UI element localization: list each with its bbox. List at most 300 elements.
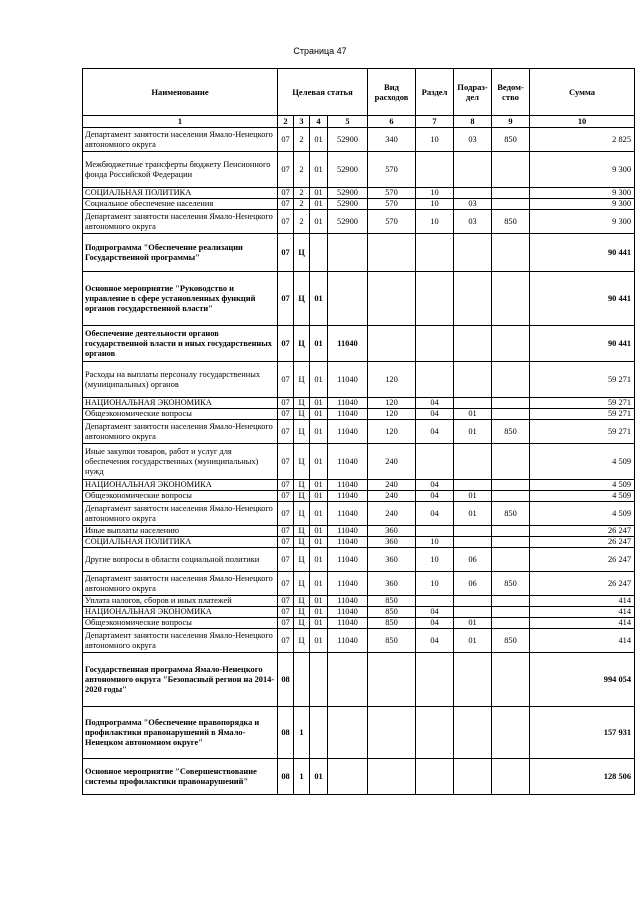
subsection-cell: 03 (454, 199, 492, 210)
row-name: Основное мероприятие "Руководство и управление в сфере установленных функций органов государственной власти" (83, 272, 278, 326)
row-name: Общеэкономические вопросы (83, 491, 278, 502)
subsection-cell (454, 152, 492, 188)
section-cell (416, 152, 454, 188)
target-code-subprogram: Ц (294, 502, 310, 526)
target-code-subprogram: Ц (294, 272, 310, 326)
department-cell (492, 272, 530, 326)
target-code-direction: 52900 (328, 210, 368, 234)
sum-cell: 90 441 (530, 234, 635, 272)
expense-type-cell: 120 (368, 398, 416, 409)
expense-type-cell: 570 (368, 210, 416, 234)
section-cell: 10 (416, 210, 454, 234)
department-cell (492, 362, 530, 398)
department-cell (492, 707, 530, 759)
row-name: Социальное обеспечение населения (83, 199, 278, 210)
row-name: СОЦИАЛЬНАЯ ПОЛИТИКА (83, 537, 278, 548)
target-code-direction: 11040 (328, 629, 368, 653)
target-code-direction (328, 234, 368, 272)
department-cell (492, 537, 530, 548)
section-cell: 10 (416, 537, 454, 548)
row-name: НАЦИОНАЛЬНАЯ ЭКОНОМИКА (83, 480, 278, 491)
section-cell: 10 (416, 548, 454, 572)
target-code-event: 01 (310, 444, 328, 480)
sum-cell: 90 441 (530, 272, 635, 326)
section-cell: 04 (416, 491, 454, 502)
sum-cell: 59 271 (530, 420, 635, 444)
target-code-direction (328, 653, 368, 707)
row-name: Департамент занятости населения Ямало-Ненецкого автономного округа (83, 420, 278, 444)
department-cell: 850 (492, 210, 530, 234)
department-cell: 850 (492, 629, 530, 653)
target-code-event: 01 (310, 629, 328, 653)
table-row (83, 272, 635, 326)
row-name: Другие вопросы в области социальной политики (83, 548, 278, 572)
target-code-program: 08 (278, 653, 294, 707)
column-number: 5 (328, 116, 368, 128)
subsection-cell (454, 596, 492, 607)
expense-type-cell: 240 (368, 491, 416, 502)
section-cell (416, 272, 454, 326)
column-number: 1 (83, 116, 278, 128)
table-row (83, 362, 635, 398)
target-code-subprogram: 2 (294, 199, 310, 210)
target-code-program: 07 (278, 548, 294, 572)
expense-type-cell: 240 (368, 502, 416, 526)
expense-type-cell (368, 272, 416, 326)
expense-type-cell (368, 234, 416, 272)
target-code-subprogram: 1 (294, 759, 310, 795)
row-name: Иные закупки товаров, работ и услуг для обеспечения государственных (муниципальных) нужд (83, 444, 278, 480)
department-cell (492, 596, 530, 607)
department-cell (492, 199, 530, 210)
target-code-subprogram: Ц (294, 234, 310, 272)
subsection-cell (454, 234, 492, 272)
column-number: 4 (310, 116, 328, 128)
table-row (83, 326, 635, 362)
section-cell: 04 (416, 607, 454, 618)
target-code-program: 07 (278, 128, 294, 152)
subsection-cell (454, 272, 492, 326)
expense-type-cell (368, 707, 416, 759)
target-code-subprogram: Ц (294, 480, 310, 491)
sum-cell: 26 247 (530, 548, 635, 572)
subsection-cell (454, 362, 492, 398)
header-name: Наименование (83, 69, 278, 116)
section-cell: 10 (416, 572, 454, 596)
target-code-direction: 11040 (328, 409, 368, 420)
target-code-subprogram: Ц (294, 326, 310, 362)
expense-type-cell: 340 (368, 128, 416, 152)
target-code-event: 01 (310, 537, 328, 548)
table-row (83, 420, 635, 444)
target-code-program: 07 (278, 572, 294, 596)
expense-type-cell: 360 (368, 526, 416, 537)
department-cell (492, 326, 530, 362)
table-row (83, 152, 635, 188)
target-code-event: 01 (310, 199, 328, 210)
row-name: Уплата налогов, сборов и иных платежей (83, 596, 278, 607)
target-code-subprogram: Ц (294, 398, 310, 409)
target-code-subprogram: 2 (294, 188, 310, 199)
row-name: Обеспечение деятельности органов государственной власти и иных государственных органов (83, 326, 278, 362)
table-row (83, 188, 635, 199)
table-row (83, 537, 635, 548)
target-code-subprogram: Ц (294, 607, 310, 618)
sum-cell: 59 271 (530, 362, 635, 398)
section-cell: 10 (416, 188, 454, 199)
target-code-subprogram: Ц (294, 526, 310, 537)
expense-type-cell: 360 (368, 548, 416, 572)
target-code-subprogram: Ц (294, 409, 310, 420)
sum-cell: 994 054 (530, 653, 635, 707)
column-number-row (83, 116, 635, 128)
target-code-program: 07 (278, 596, 294, 607)
subsection-cell (454, 444, 492, 480)
row-name: НАЦИОНАЛЬНАЯ ЭКОНОМИКА (83, 607, 278, 618)
department-cell: 850 (492, 128, 530, 152)
target-code-program: 07 (278, 444, 294, 480)
department-cell (492, 653, 530, 707)
target-code-subprogram: Ц (294, 362, 310, 398)
expense-type-cell: 360 (368, 572, 416, 596)
target-code-event: 01 (310, 572, 328, 596)
subsection-cell: 03 (454, 128, 492, 152)
target-code-program: 07 (278, 409, 294, 420)
row-name: Департамент занятости населения Ямало-Ненецкого автономного округа (83, 502, 278, 526)
target-code-program: 08 (278, 759, 294, 795)
row-name: Общеэкономические вопросы (83, 618, 278, 629)
target-code-program: 07 (278, 537, 294, 548)
target-code-direction: 11040 (328, 398, 368, 409)
target-code-direction: 11040 (328, 537, 368, 548)
target-code-event: 01 (310, 491, 328, 502)
target-code-direction: 11040 (328, 480, 368, 491)
table-row (83, 548, 635, 572)
table-row (83, 618, 635, 629)
subsection-cell: 01 (454, 618, 492, 629)
sum-cell: 26 247 (530, 537, 635, 548)
subsection-cell (454, 188, 492, 199)
expense-type-cell: 120 (368, 420, 416, 444)
target-code-subprogram: 2 (294, 128, 310, 152)
section-cell (416, 234, 454, 272)
target-code-direction: 11040 (328, 526, 368, 537)
subsection-cell: 01 (454, 502, 492, 526)
table-row (83, 653, 635, 707)
target-code-program: 07 (278, 629, 294, 653)
target-code-event: 01 (310, 409, 328, 420)
target-code-event: 01 (310, 398, 328, 409)
target-code-subprogram: Ц (294, 548, 310, 572)
target-code-program: 08 (278, 707, 294, 759)
department-cell: 850 (492, 420, 530, 444)
sum-cell: 128 506 (530, 759, 635, 795)
target-code-subprogram: Ц (294, 572, 310, 596)
row-name: Подпрограмма "Обеспечение правопорядка и профилактики правонарушений в Ямало-Ненецком автономном округе" (83, 707, 278, 759)
target-code-program: 07 (278, 199, 294, 210)
target-code-program: 07 (278, 420, 294, 444)
subsection-cell: 01 (454, 409, 492, 420)
table-row (83, 444, 635, 480)
target-code-subprogram: Ц (294, 444, 310, 480)
subsection-cell (454, 653, 492, 707)
table-row (83, 526, 635, 537)
target-code-subprogram: Ц (294, 420, 310, 444)
row-name: Государственная программа Ямало-Ненецкого автономного округа "Безопасный регион на 2014-2020 годы" (83, 653, 278, 707)
table-row (83, 210, 635, 234)
subsection-cell (454, 759, 492, 795)
target-code-event: 01 (310, 326, 328, 362)
target-code-program: 07 (278, 618, 294, 629)
expense-type-cell (368, 653, 416, 707)
sum-cell: 4 509 (530, 502, 635, 526)
target-code-direction: 11040 (328, 618, 368, 629)
sum-cell: 59 271 (530, 398, 635, 409)
subsection-cell (454, 480, 492, 491)
department-cell (492, 618, 530, 629)
target-code-program: 07 (278, 152, 294, 188)
table-row (83, 759, 635, 795)
row-name: Департамент занятости населения Ямало-Ненецкого автономного округа (83, 572, 278, 596)
target-code-subprogram: Ц (294, 596, 310, 607)
section-cell: 04 (416, 480, 454, 491)
column-number: 8 (454, 116, 492, 128)
target-code-event (310, 653, 328, 707)
target-code-direction (328, 272, 368, 326)
subsection-cell (454, 537, 492, 548)
target-code-program: 07 (278, 234, 294, 272)
target-code-direction: 52900 (328, 199, 368, 210)
table-row (83, 480, 635, 491)
target-code-event: 01 (310, 526, 328, 537)
target-code-subprogram: Ц (294, 629, 310, 653)
row-name: Департамент занятости населения Ямало-Ненецкого автономного округа (83, 629, 278, 653)
target-code-direction: 11040 (328, 362, 368, 398)
target-code-direction: 52900 (328, 152, 368, 188)
target-code-event: 01 (310, 188, 328, 199)
sum-cell: 4 509 (530, 444, 635, 480)
sum-cell: 4 509 (530, 480, 635, 491)
row-name: Департамент занятости населения Ямало-Ненецкого автономного округа (83, 128, 278, 152)
target-code-direction: 11040 (328, 607, 368, 618)
section-cell: 10 (416, 199, 454, 210)
target-code-direction (328, 707, 368, 759)
column-number: 10 (530, 116, 635, 128)
target-code-direction: 11040 (328, 548, 368, 572)
table-row (83, 128, 635, 152)
row-name: Иные выплаты населению (83, 526, 278, 537)
expense-type-cell: 570 (368, 188, 416, 199)
row-name: Расходы на выплаты персоналу государственных (муниципальных) органов (83, 362, 278, 398)
subsection-cell: 01 (454, 629, 492, 653)
section-cell: 04 (416, 409, 454, 420)
target-code-program: 07 (278, 326, 294, 362)
target-code-event: 01 (310, 210, 328, 234)
department-cell (492, 398, 530, 409)
target-code-program: 07 (278, 272, 294, 326)
section-cell (416, 707, 454, 759)
expense-type-cell: 360 (368, 537, 416, 548)
sum-cell: 414 (530, 618, 635, 629)
department-cell (492, 480, 530, 491)
table-row (83, 629, 635, 653)
section-cell: 04 (416, 629, 454, 653)
department-cell (492, 444, 530, 480)
section-cell (416, 759, 454, 795)
target-code-direction: 11040 (328, 444, 368, 480)
section-cell: 10 (416, 128, 454, 152)
target-code-direction (328, 759, 368, 795)
expense-type-cell: 240 (368, 444, 416, 480)
subsection-cell: 03 (454, 210, 492, 234)
table-row (83, 491, 635, 502)
target-code-event: 01 (310, 420, 328, 444)
table-row (83, 607, 635, 618)
row-name: СОЦИАЛЬНАЯ ПОЛИТИКА (83, 188, 278, 199)
expense-type-cell: 850 (368, 607, 416, 618)
table-row (83, 502, 635, 526)
department-cell: 850 (492, 572, 530, 596)
target-code-event (310, 234, 328, 272)
subsection-cell (454, 707, 492, 759)
department-cell: 850 (492, 502, 530, 526)
row-name: Общеэкономические вопросы (83, 409, 278, 420)
target-code-direction: 52900 (328, 128, 368, 152)
subsection-cell: 06 (454, 572, 492, 596)
subsection-cell (454, 607, 492, 618)
expense-type-cell (368, 326, 416, 362)
expense-type-cell (368, 759, 416, 795)
target-code-program: 07 (278, 188, 294, 199)
header-target-article: Целевая статья (278, 69, 368, 116)
section-cell (416, 596, 454, 607)
target-code-program: 07 (278, 502, 294, 526)
table-row (83, 199, 635, 210)
target-code-subprogram: 2 (294, 210, 310, 234)
subsection-cell: 01 (454, 420, 492, 444)
header-sum: Сумма (530, 69, 635, 116)
target-code-direction: 11040 (328, 326, 368, 362)
section-cell: 04 (416, 420, 454, 444)
target-code-program: 07 (278, 526, 294, 537)
table-row (83, 596, 635, 607)
expense-type-cell: 850 (368, 618, 416, 629)
sum-cell: 414 (530, 596, 635, 607)
section-cell: 04 (416, 398, 454, 409)
target-code-event: 01 (310, 618, 328, 629)
sum-cell: 26 247 (530, 572, 635, 596)
target-code-direction: 11040 (328, 502, 368, 526)
section-cell (416, 526, 454, 537)
table-row (83, 707, 635, 759)
sum-cell: 26 247 (530, 526, 635, 537)
header-department: Ведом-ство (492, 69, 530, 116)
header-section: Раздел (416, 69, 454, 116)
subsection-cell (454, 326, 492, 362)
section-cell (416, 362, 454, 398)
target-code-program: 07 (278, 607, 294, 618)
column-number: 2 (278, 116, 294, 128)
target-code-event: 01 (310, 152, 328, 188)
row-name: Межбюджетные трансферты бюджету Пенсионного фонда Российской Федерации (83, 152, 278, 188)
subsection-cell (454, 526, 492, 537)
target-code-direction: 52900 (328, 188, 368, 199)
section-cell: 04 (416, 618, 454, 629)
department-cell (492, 526, 530, 537)
section-cell (416, 653, 454, 707)
sum-cell: 2 825 (530, 128, 635, 152)
target-code-subprogram (294, 653, 310, 707)
target-code-program: 07 (278, 362, 294, 398)
column-number: 9 (492, 116, 530, 128)
section-cell (416, 444, 454, 480)
target-code-event: 01 (310, 272, 328, 326)
expense-type-cell: 570 (368, 152, 416, 188)
row-name: Подпрограмма "Обеспечение реализации Государственной программы" (83, 234, 278, 272)
target-code-subprogram: 1 (294, 707, 310, 759)
target-code-subprogram: Ц (294, 618, 310, 629)
column-number: 6 (368, 116, 416, 128)
budget-table (82, 68, 635, 795)
table-row (83, 398, 635, 409)
department-cell (492, 152, 530, 188)
section-cell: 04 (416, 502, 454, 526)
target-code-event: 01 (310, 128, 328, 152)
target-code-event: 01 (310, 607, 328, 618)
table-row (83, 234, 635, 272)
subsection-cell: 01 (454, 491, 492, 502)
target-code-direction: 11040 (328, 420, 368, 444)
department-cell (492, 607, 530, 618)
target-code-program: 07 (278, 480, 294, 491)
department-cell (492, 188, 530, 199)
target-code-event: 01 (310, 362, 328, 398)
department-cell (492, 548, 530, 572)
target-code-subprogram: 2 (294, 152, 310, 188)
column-number: 7 (416, 116, 454, 128)
sum-cell: 90 441 (530, 326, 635, 362)
department-cell (492, 234, 530, 272)
row-name: Основное мероприятие "Совершенствование системы профилактики правонарушений" (83, 759, 278, 795)
sum-cell: 4 509 (530, 491, 635, 502)
subsection-cell (454, 398, 492, 409)
sum-cell: 59 271 (530, 409, 635, 420)
section-cell (416, 326, 454, 362)
target-code-event: 01 (310, 759, 328, 795)
target-code-direction: 11040 (328, 491, 368, 502)
sum-cell: 9 300 (530, 152, 635, 188)
target-code-event: 01 (310, 548, 328, 572)
expense-type-cell: 850 (368, 596, 416, 607)
expense-type-cell: 240 (368, 480, 416, 491)
department-cell (492, 409, 530, 420)
target-code-program: 07 (278, 210, 294, 234)
row-name: НАЦИОНАЛЬНАЯ ЭКОНОМИКА (83, 398, 278, 409)
target-code-event: 01 (310, 502, 328, 526)
target-code-program: 07 (278, 491, 294, 502)
target-code-direction: 11040 (328, 572, 368, 596)
target-code-event: 01 (310, 480, 328, 491)
subsection-cell: 06 (454, 548, 492, 572)
target-code-program: 07 (278, 398, 294, 409)
sum-cell: 157 931 (530, 707, 635, 759)
column-number: 3 (294, 116, 310, 128)
department-cell (492, 759, 530, 795)
sum-cell: 9 300 (530, 210, 635, 234)
department-cell (492, 491, 530, 502)
expense-type-cell: 850 (368, 629, 416, 653)
expense-type-cell: 120 (368, 409, 416, 420)
